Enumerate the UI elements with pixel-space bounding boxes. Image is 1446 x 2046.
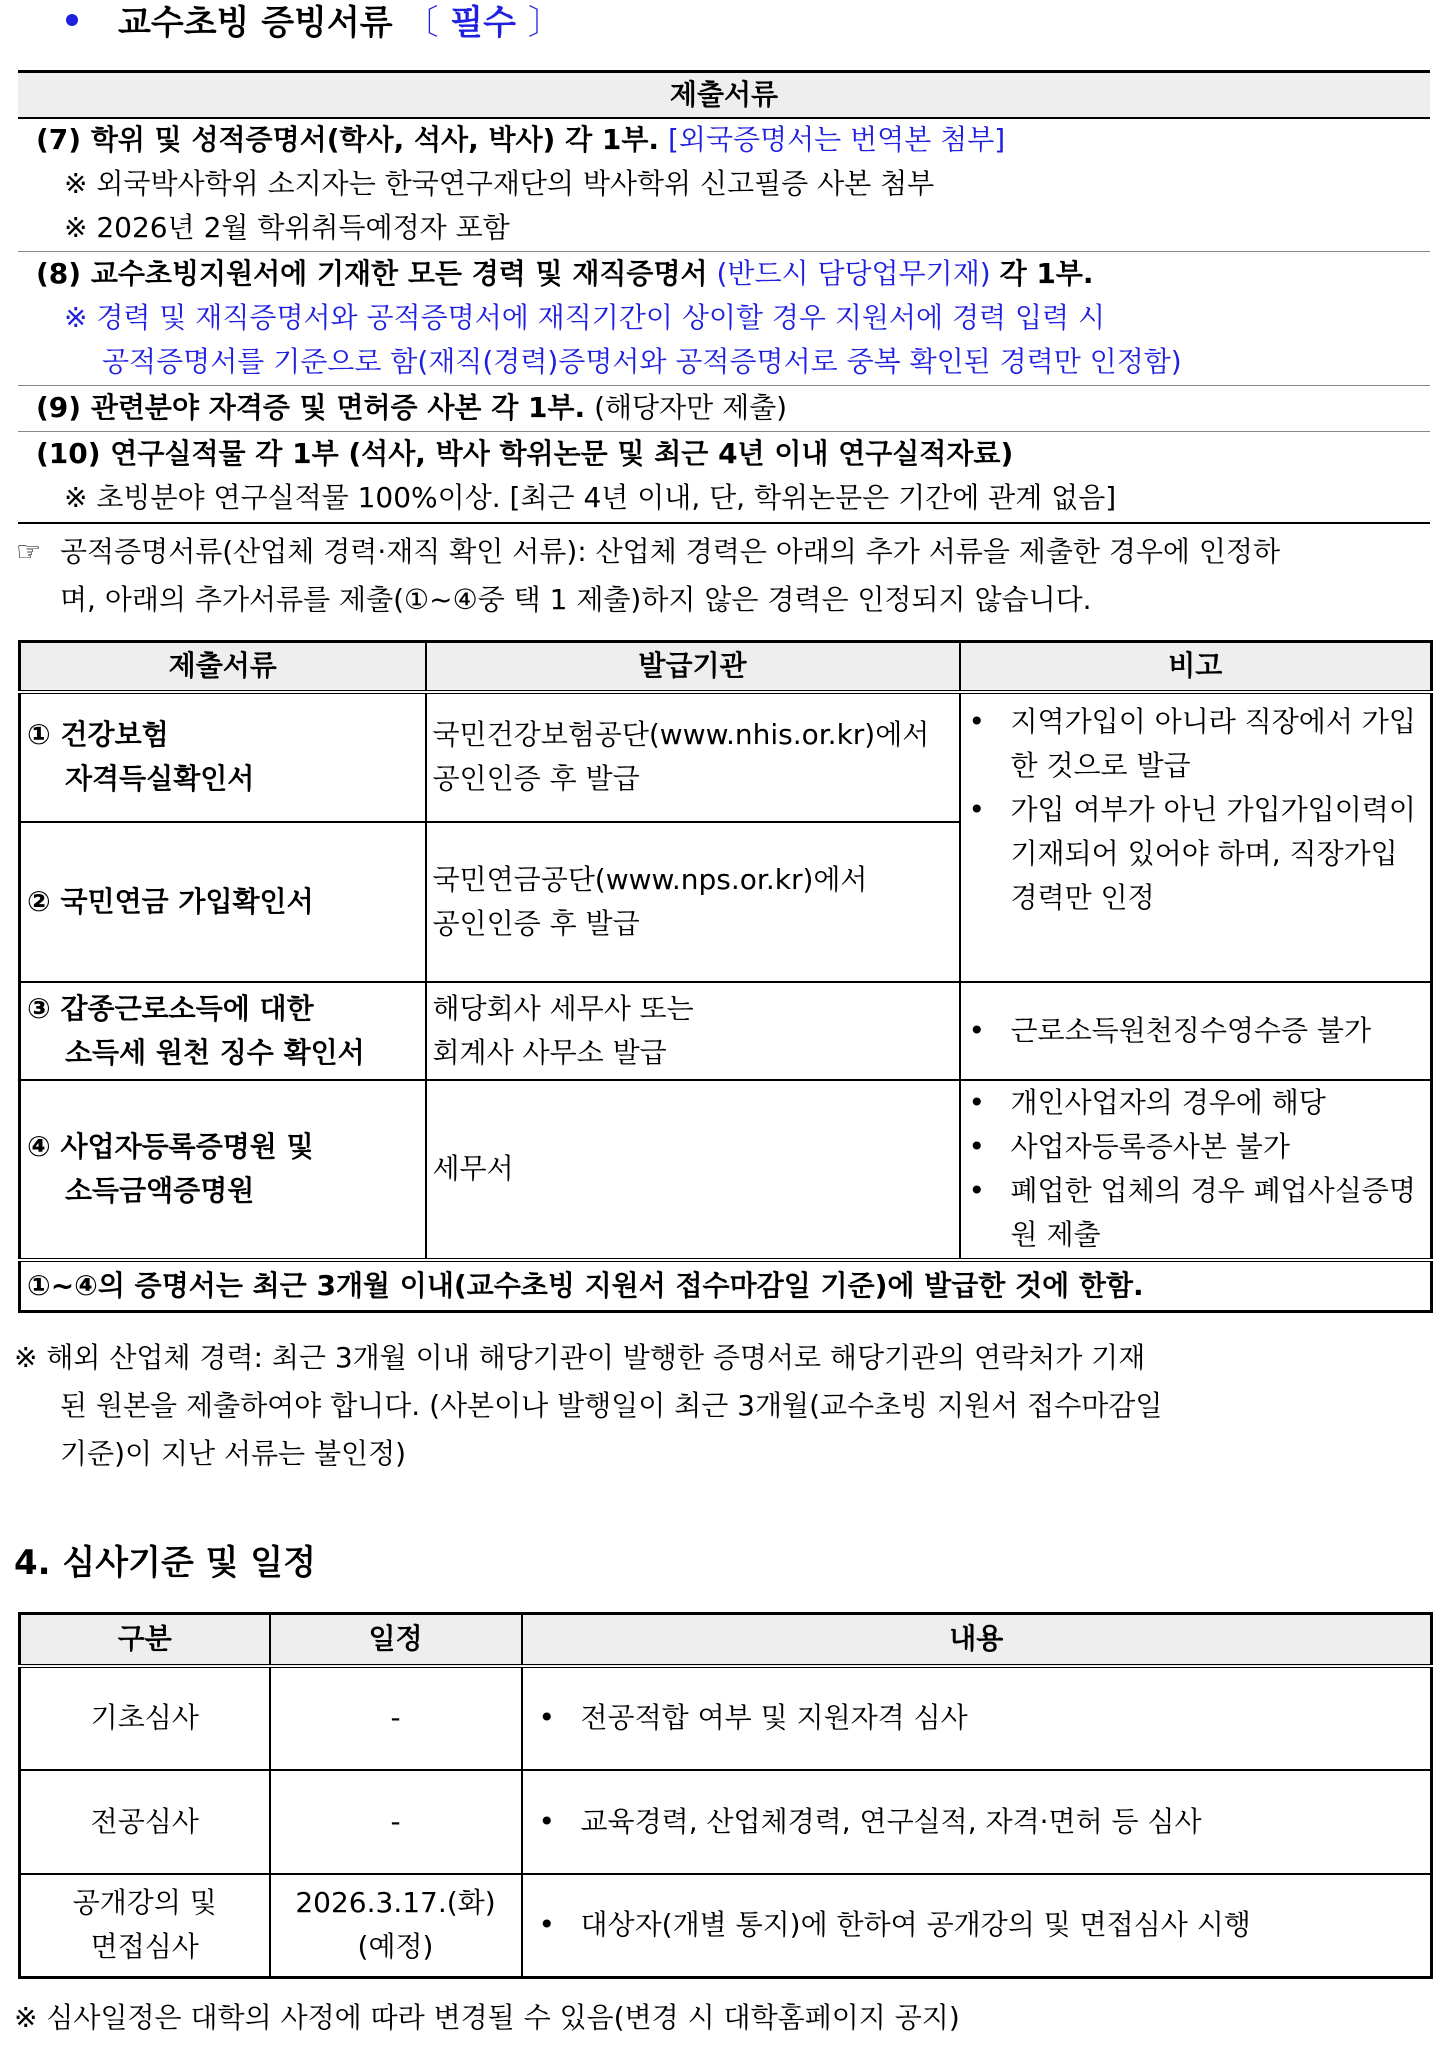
public-note-line1: 공적증명서류(산업체 경력·재직 확인 서류): 산업체 경력은 아래의 추가 서류을 제출한 경우에 인정하	[60, 535, 1281, 568]
col-header-date: 일정	[270, 1614, 522, 1666]
content-cell	[522, 1666, 1432, 1770]
docs-header: 제출서류	[669, 78, 779, 111]
table-row	[20, 1770, 1432, 1874]
row-number: ④	[27, 1130, 51, 1163]
review-table	[18, 1612, 1433, 1979]
content-item: • 교육경력, 산업체경력, 연구실적, 자격·면허 등 심사	[537, 1800, 1425, 1844]
content-item: • 전공적합 여부 및 지원자격 심사	[537, 1696, 1425, 1740]
doc-name: 소득금액증명원	[65, 1174, 255, 1207]
doc-cell-1	[20, 692, 426, 822]
row-number: ③	[27, 991, 51, 1025]
table-footer-row	[20, 1260, 1432, 1312]
issuer-text: 해당회사 세무사 또는	[432, 991, 694, 1025]
table-row	[20, 982, 1432, 1080]
date-cell: -	[270, 1770, 522, 1874]
certificate-table-header	[20, 642, 1432, 692]
doc-name: 사업자등록증명원 및	[60, 1130, 314, 1163]
item8-sub1: ※ 경력 및 재직증명서와 공적증명서에 재직기간이 상이할 경우 지원서에 경력 입력 시	[64, 301, 1106, 334]
content-item: • 대상자(개별 통지)에 한하여 공개강의 및 면접심사 시행	[537, 1903, 1425, 1947]
content-list	[537, 1800, 1425, 1844]
row-number: ①	[27, 718, 51, 751]
content-list	[537, 1903, 1425, 1947]
remark-list	[967, 700, 1425, 920]
stage-text: 면접심사	[90, 1930, 199, 1964]
heading-bracket-close: 〕	[527, 3, 562, 43]
item7-note: [외국증명서는 번역본 첨부]	[667, 123, 1006, 156]
col-header-issuer: 발급기관	[426, 642, 960, 692]
item7-title: (7) 학위 및 성적증명서(학사, 석사, 박사) 각 1부.	[36, 123, 660, 156]
doc-name: 국민연금 가입확인서	[60, 884, 314, 918]
issuer-text: 공인인증 후 발급	[432, 906, 640, 940]
issuer-text: 공인인증 후 발급	[432, 762, 640, 795]
section-heading	[118, 0, 562, 46]
public-note-icon: ☞	[16, 535, 42, 568]
docs-header-rule	[18, 117, 1430, 119]
item8-title-c: 각 1부.	[999, 257, 1094, 290]
stage-text: 공개강의 및	[72, 1886, 217, 1920]
remark-cell-3	[960, 982, 1432, 1080]
overseas-note-line3: 기준)이 지난 서류는 불인정)	[60, 1437, 407, 1470]
table-row	[20, 1080, 1432, 1260]
item7-sub1: ※ 외국박사학위 소지자는 한국연구재단의 박사학위 신고필증 사본 첨부	[64, 167, 935, 200]
heading-label: 교수초빙 증빙서류	[118, 3, 393, 43]
item8-title-line	[36, 254, 1094, 294]
doc-cell-3	[20, 982, 426, 1080]
content-cell	[522, 1770, 1432, 1874]
bullet-icon	[66, 14, 78, 26]
stage-cell: 기초심사	[20, 1666, 270, 1770]
issuer-cell-3	[426, 982, 960, 1080]
doc-name: 소득세 원천 징수 확인서	[65, 1035, 365, 1069]
heading-required: 필수	[450, 3, 516, 43]
docs-bottom-rule	[18, 522, 1430, 524]
col-header-stage: 구분	[20, 1614, 270, 1666]
remark-item: • 지역가입이 아니라 직장에서 가입한 것으로 발급	[967, 700, 1425, 788]
item10-sub1: ※ 초빙분야 연구실적물 100%이상. [최근 4년 이내, 단, 학위논문은 기간에 관계 없음]	[64, 481, 1117, 514]
heading-bracket-open: 〔	[404, 3, 439, 43]
doc-name: 자격득실확인서	[65, 762, 255, 795]
issuer-cell-2	[426, 822, 960, 982]
remark-list	[967, 1009, 1425, 1053]
content-cell	[522, 1874, 1432, 1978]
schedule-note: ※ 심사일정은 대학의 사정에 따라 변경될 수 있음(변경 시 대학홈페이지 공지)	[14, 2001, 960, 2034]
item8-title-a: (8) 교수초빙지원서에 기재한 모든 경력 및 재직증명서	[36, 257, 708, 290]
item8-rule	[18, 385, 1430, 386]
section4-title: 4. 심사기준 및 일정	[14, 1543, 316, 1583]
overseas-note-line1: ※ 해외 산업체 경력: 최근 3개월 이내 해당기관이 발행한 증명서로 해당기관의 연락처가 기재	[14, 1341, 1146, 1374]
col-header-remark: 비고	[960, 642, 1432, 692]
date-cell: -	[270, 1666, 522, 1770]
table-row	[20, 1666, 1432, 1770]
stage-cell	[20, 1874, 270, 1978]
remark-list	[967, 1081, 1425, 1257]
item7-rule	[18, 251, 1430, 252]
remark-cell-4	[960, 1080, 1432, 1260]
remark-item: • 사업자등록증사본 불가	[967, 1125, 1425, 1169]
doc-cell-4	[20, 1080, 426, 1260]
issuer-text: 세무서	[432, 1152, 514, 1185]
table-row	[20, 1874, 1432, 1978]
remark-cell-12	[960, 692, 1432, 982]
remark-item: • 폐업한 업체의 경우 폐업사실증명원 제출	[967, 1169, 1425, 1257]
date-text: (예정)	[357, 1930, 434, 1964]
certificate-table	[18, 640, 1433, 1313]
item9-rule	[18, 431, 1430, 432]
row-number: ②	[27, 884, 51, 918]
review-table-header	[20, 1614, 1432, 1666]
table-footer-note: ①~④의 증명서는 최근 3개월 이내(교수초빙 지원서 접수마감일 기준)에 발급한 것에 한함.	[20, 1260, 1432, 1312]
date-cell	[270, 1874, 522, 1978]
remark-item: • 가입 여부가 아닌 가입가입이력이 기재되어 있어야 하며, 직장가입 경력만 인정	[967, 788, 1425, 920]
item9-title: (9) 관련분야 자격증 및 면허증 사본 각 1부.	[36, 391, 586, 424]
item7-title-line	[36, 120, 1005, 160]
issuer-text: 국민건강보험공단(www.nhis.or.kr)에서	[432, 718, 930, 751]
doc-name: 건강보험	[60, 718, 169, 751]
issuer-cell-4	[426, 1080, 960, 1260]
date-text: 2026.3.17.(화)	[295, 1886, 496, 1920]
item10-title: (10) 연구실적물 각 1부 (석사, 박사 학위논문 및 최근 4년 이내 연구실적자료)	[36, 437, 1014, 470]
col-header-content: 내용	[522, 1614, 1432, 1666]
remark-item: • 개인사업자의 경우에 해당	[967, 1081, 1425, 1125]
item7-sub2: ※ 2026년 2월 학위취득예정자 포함	[64, 211, 510, 244]
public-note-line2: 며, 아래의 추가서류를 제출(①~④중 택 1 제출)하지 않은 경력은 인정되지 않습니다.	[60, 583, 1092, 616]
item9-line	[36, 388, 787, 428]
remark-item: • 근로소득원천징수영수증 불가	[967, 1009, 1425, 1053]
stage-cell: 전공심사	[20, 1770, 270, 1874]
doc-name: 갑종근로소득에 대한	[60, 991, 314, 1025]
item8-sub2: 공적증명서를 기준으로 함(재직(경력)증명서와 공적증명서로 중복 확인된 경력만 인정함)	[102, 345, 1182, 378]
item8-title-b: (반드시 담당업무기재)	[716, 257, 991, 290]
col-header-docs: 제출서류	[20, 642, 426, 692]
content-list	[537, 1696, 1425, 1740]
overseas-note-line2: 된 원본을 제출하여야 합니다. (사본이나 발행일이 최근 3개월(교수초빙 지원서 접수마감일	[60, 1389, 1163, 1422]
issuer-cell-1	[426, 692, 960, 822]
issuer-text: 국민연금공단(www.nps.or.kr)에서	[432, 862, 868, 896]
item9-note: (해당자만 제출)	[594, 391, 788, 424]
issuer-text: 회계사 사무소 발급	[432, 1035, 667, 1069]
doc-cell-2	[20, 822, 426, 982]
table-row	[20, 692, 1432, 822]
